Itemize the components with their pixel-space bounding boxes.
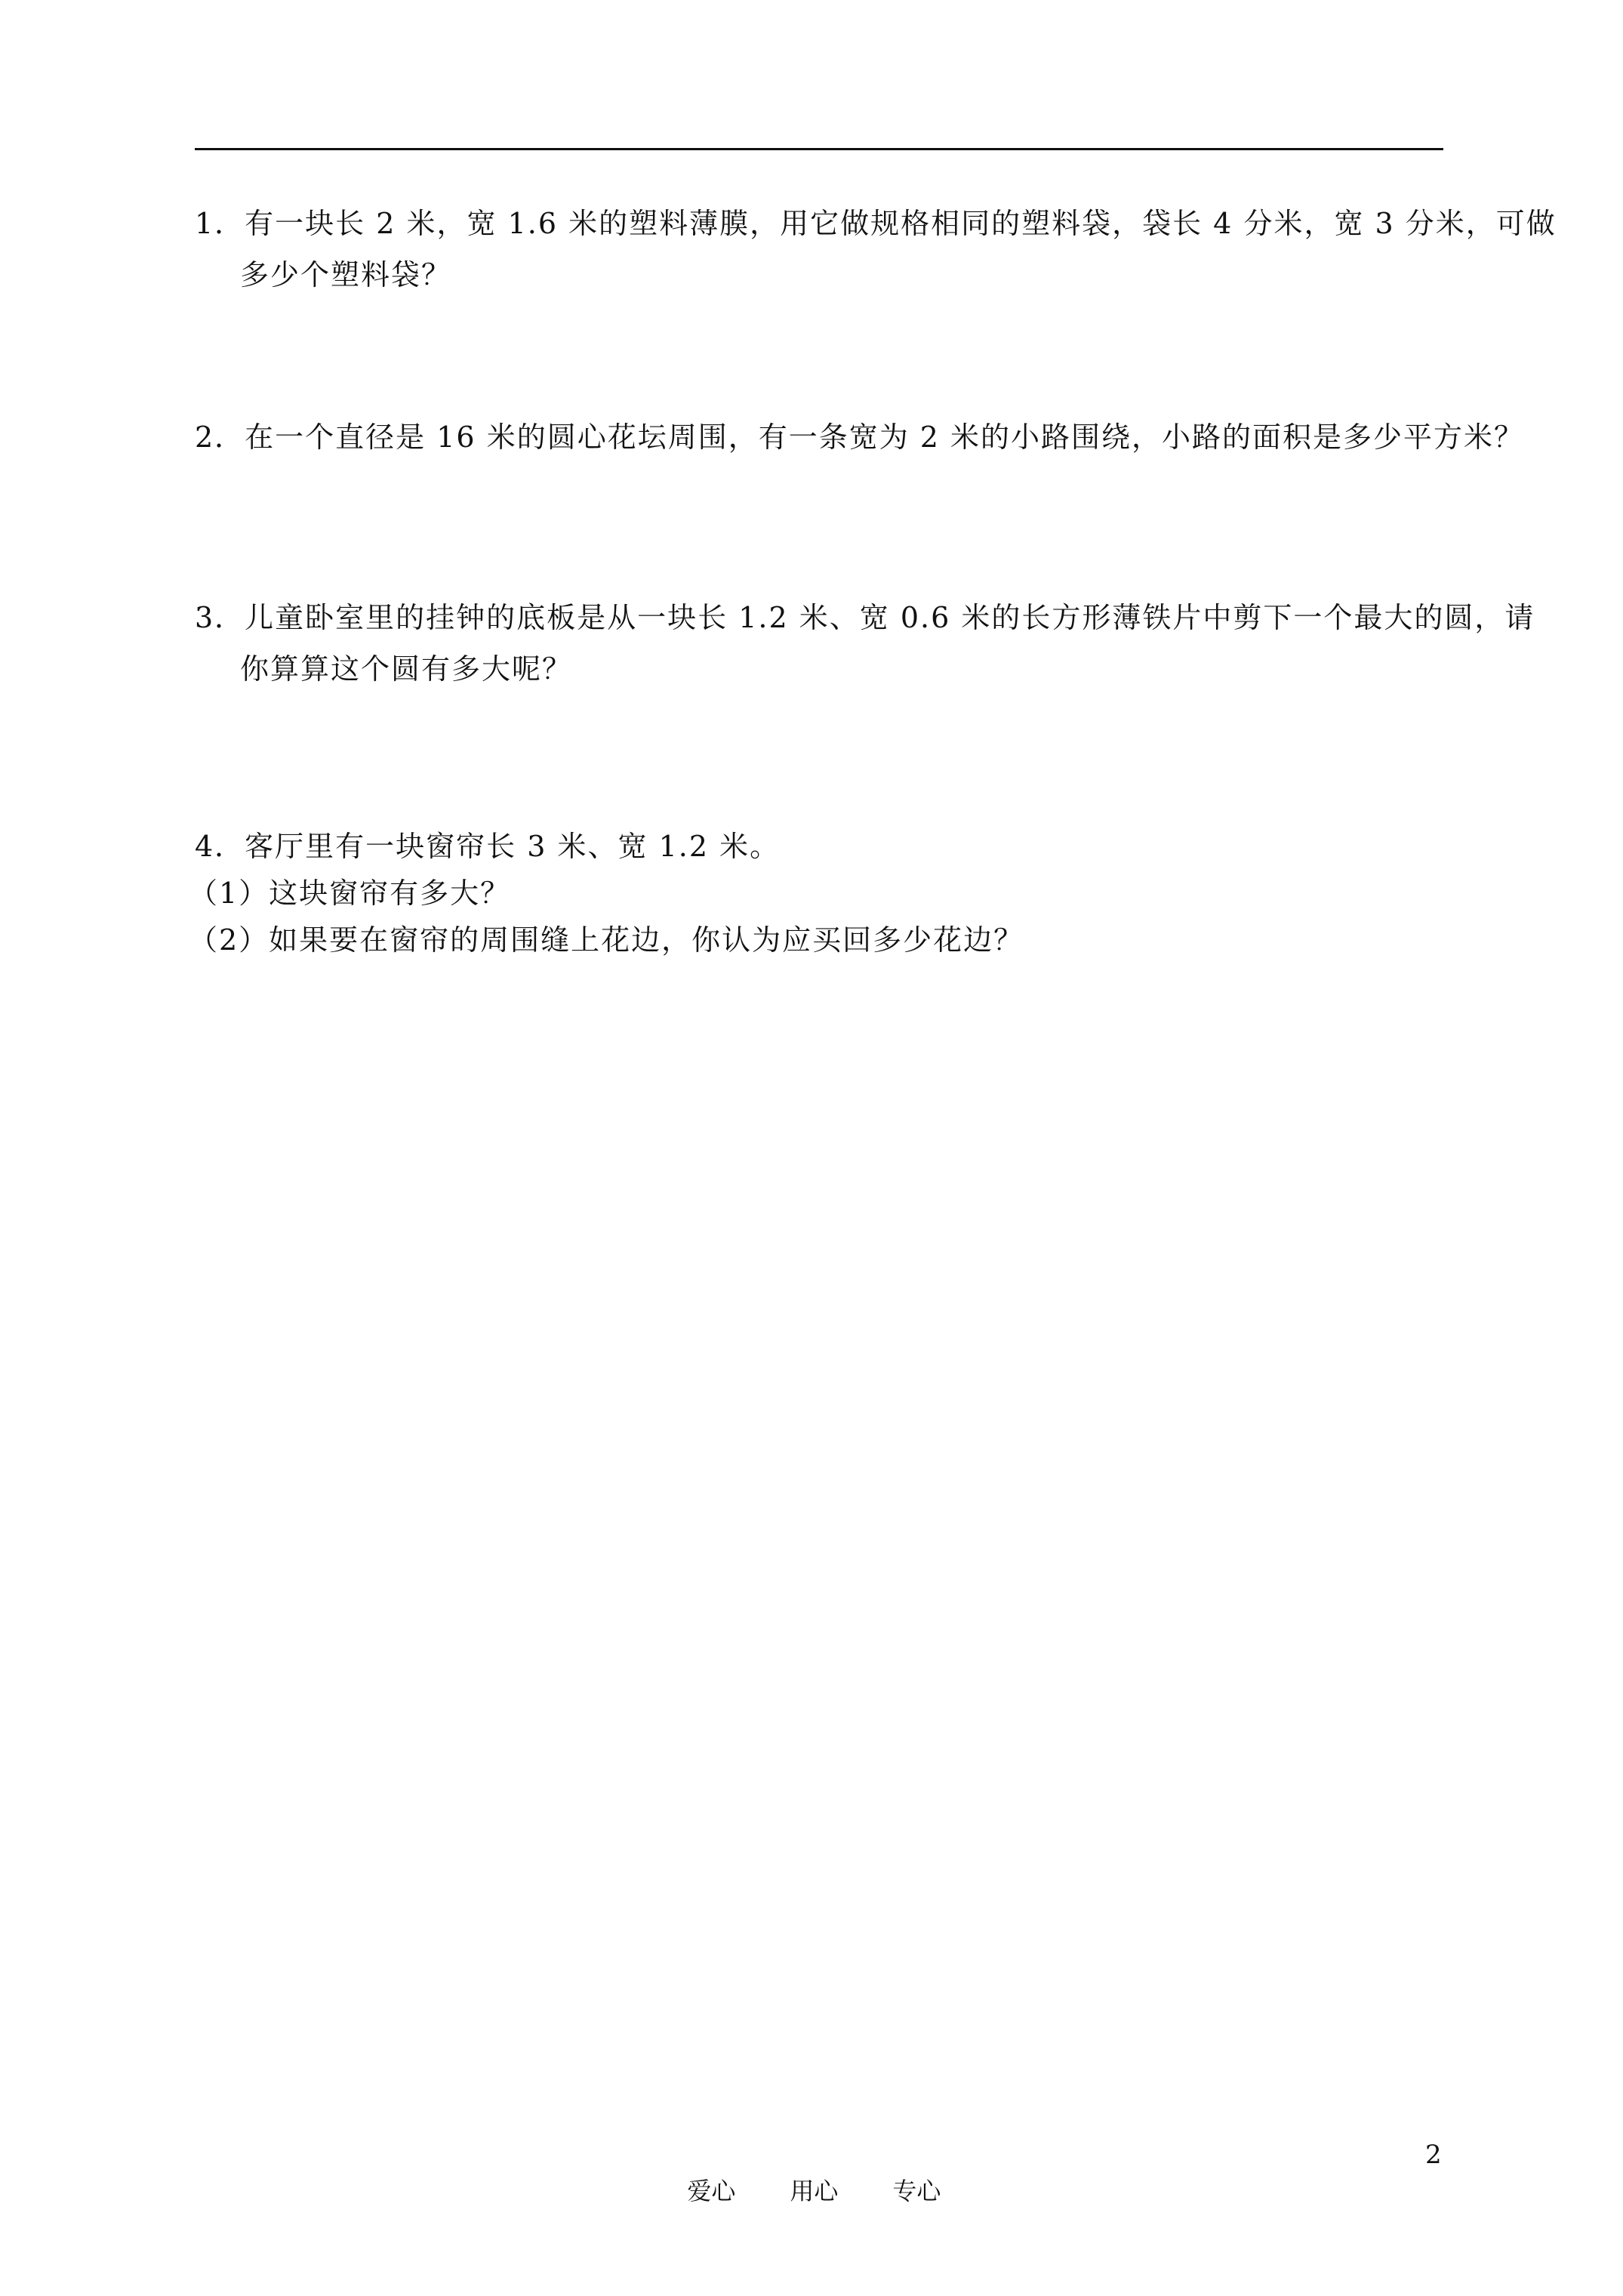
question-4-sub-1: （1）这块窗帘有多大？	[189, 877, 511, 910]
question-2	[195, 411, 1525, 463]
footer-slogan-1: 爱心	[687, 2177, 736, 2205]
question-3-line-2: 你算算这个圆有多大呢？	[240, 652, 573, 686]
question-1-line-1: 1．有一块长 2 米，宽 1.6 米的塑料薄膜，用它做规格相同的塑料袋，袋长 4 分米，宽 3 分米，可做	[195, 207, 1557, 240]
footer-slogan	[672, 2141, 941, 2208]
question-4-sub-2: （2）如果要在窗帘的周围缝上花边，你认为应买回多少花边？	[189, 923, 1024, 957]
question-4-line-1: 4．客厅里有一块窗帘长 3 米、宽 1.2 米。	[195, 830, 781, 863]
question-4	[189, 823, 1448, 963]
question-1	[195, 198, 1557, 300]
question-2-line-1: 2．在一个直径是 16 米的圆心花坛周围，有一条宽为 2 米的小路围绕，小路的面积是多少平方米？	[195, 421, 1525, 454]
footer-slogan-2: 用心	[790, 2177, 839, 2205]
question-1-line-2: 多少个塑料袋？	[240, 258, 452, 291]
question-3	[195, 592, 1535, 695]
header-rule	[195, 148, 1443, 150]
footer-slogan-3: 专心	[892, 2177, 941, 2205]
page-number: 2	[1425, 2140, 1442, 2170]
question-3-line-1: 3．儿童卧室里的挂钟的底板是从一块长 1.2 米、宽 0.6 米的长方形薄铁片中剪下一个最大的圆，请	[195, 601, 1535, 634]
